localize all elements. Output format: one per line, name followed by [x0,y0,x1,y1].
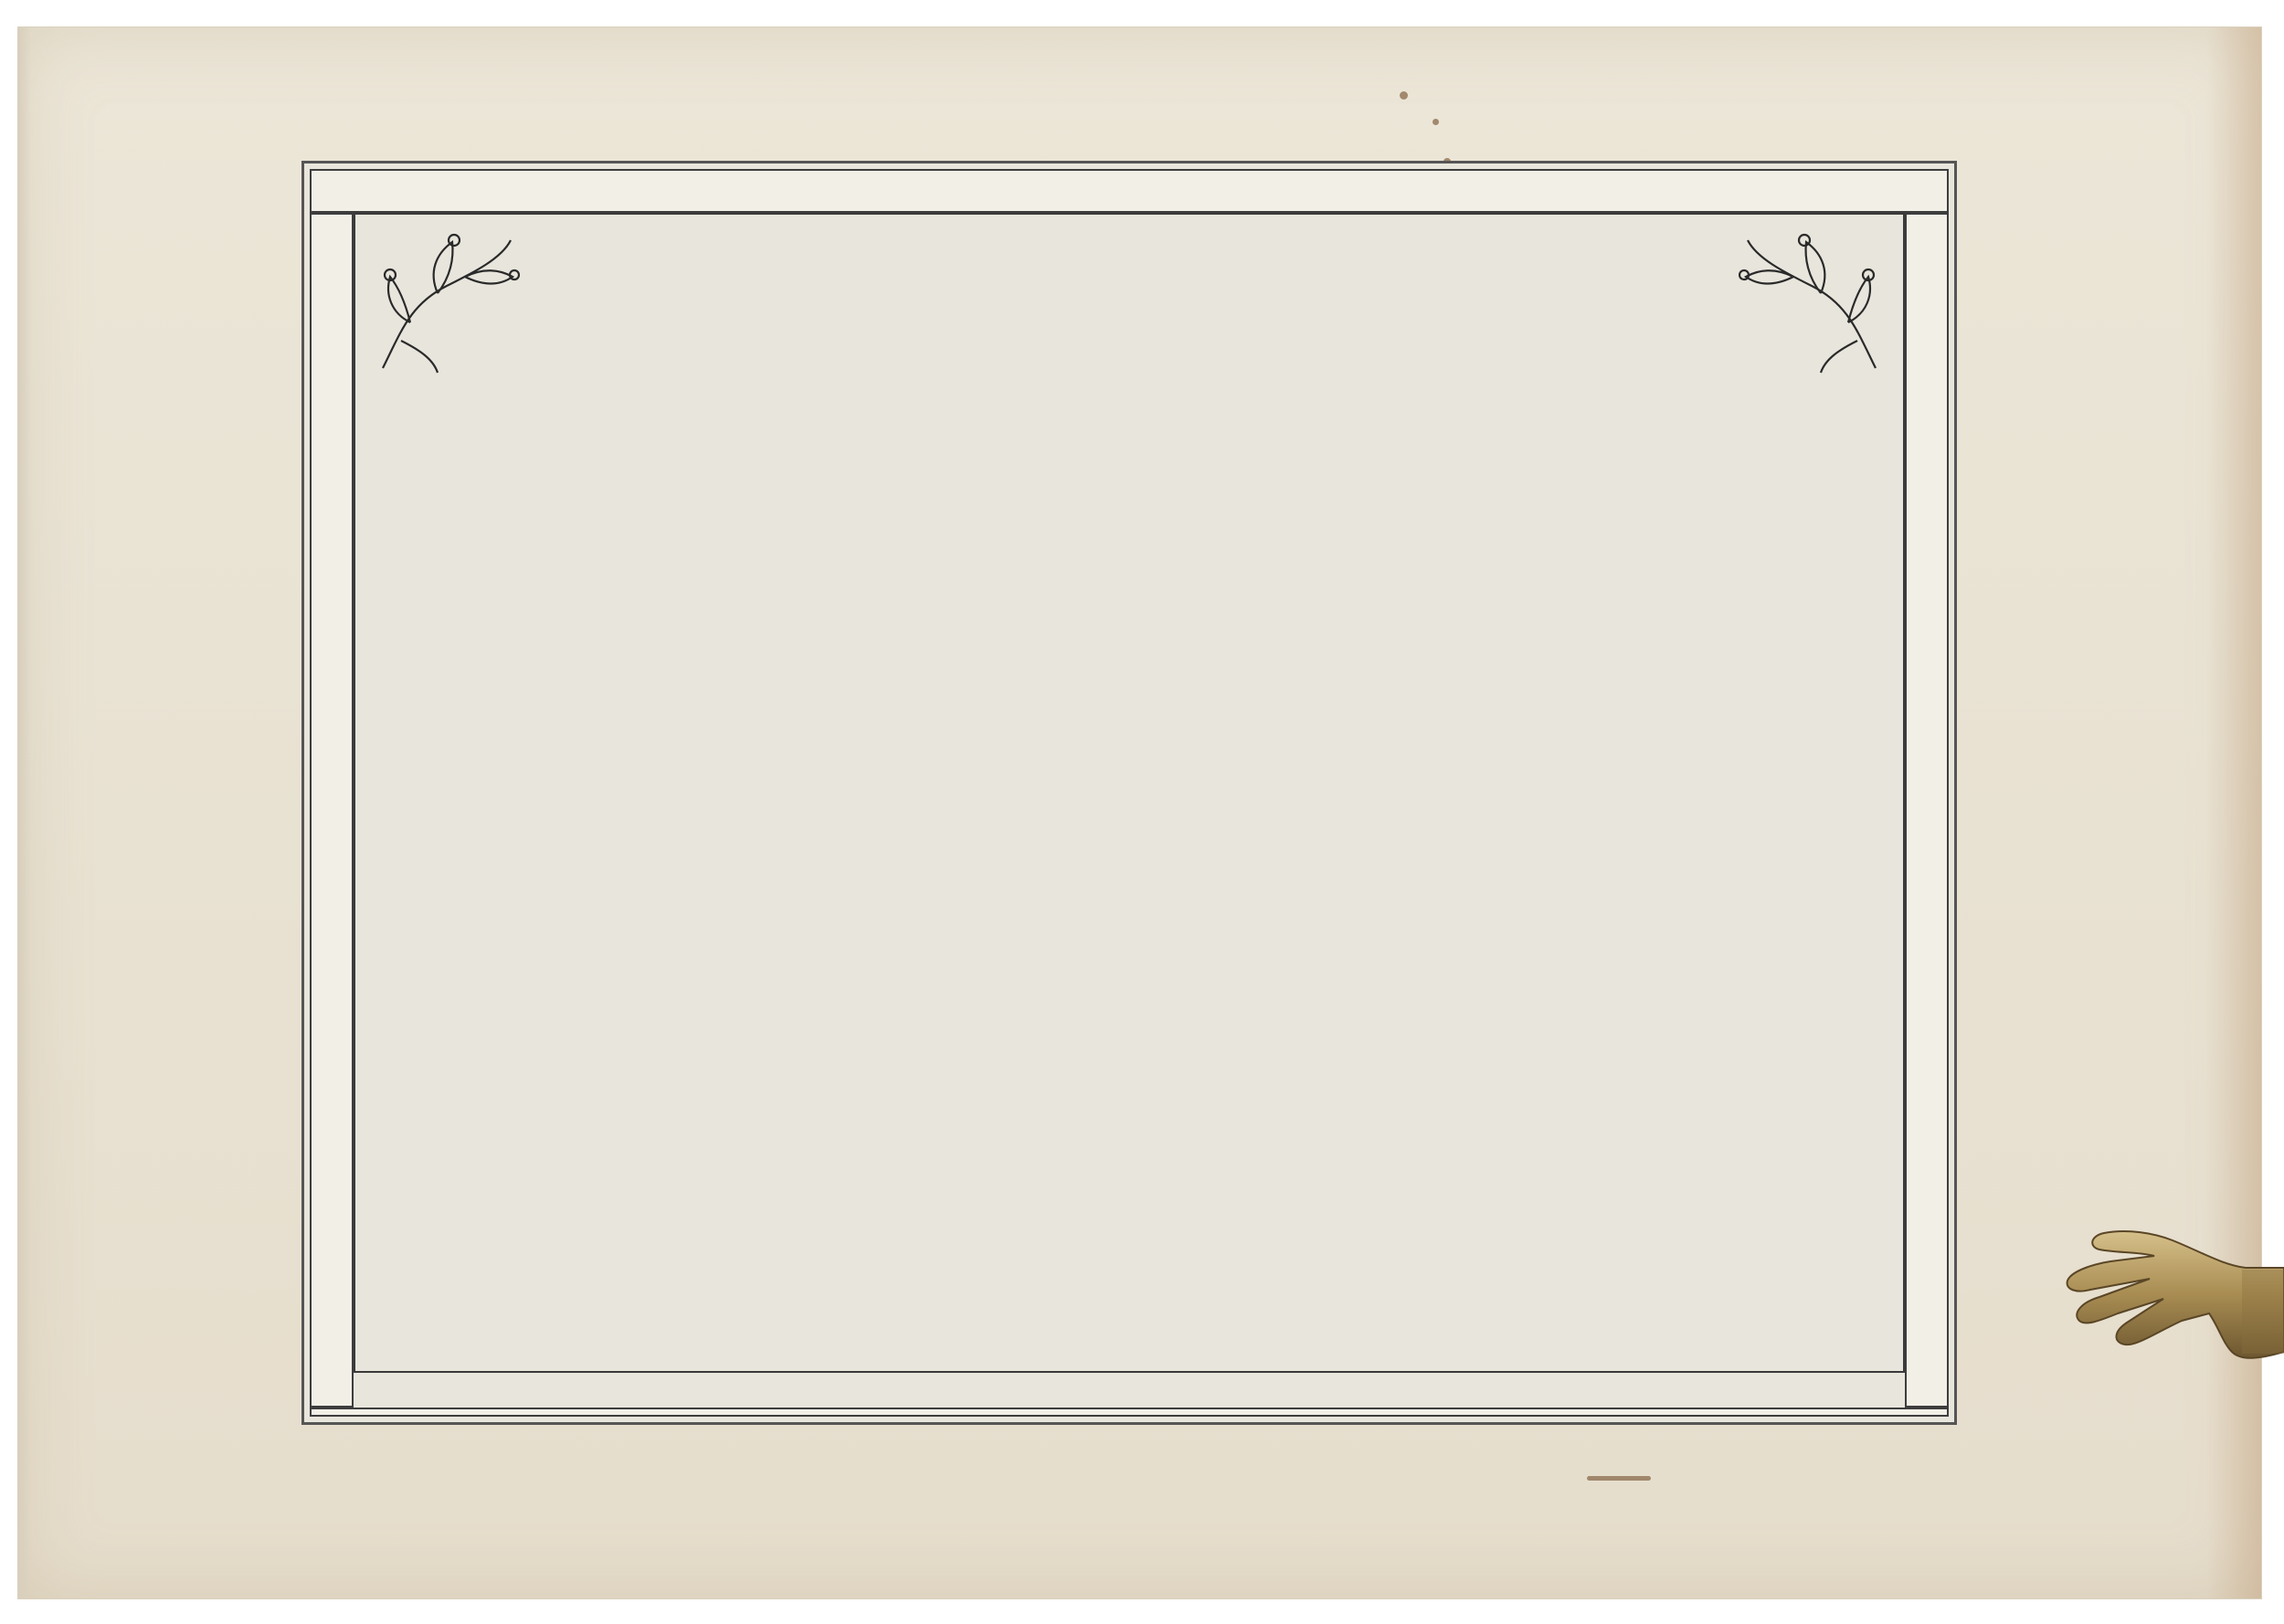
title-text-frame [354,213,1905,1373]
ornamental-border-bottom [310,1408,1949,1417]
page-gutter [18,27,31,1598]
foxing-spot [1400,91,1408,100]
brass-hand-clip [2063,1215,2284,1379]
foxing-spot [1587,1476,1651,1481]
ornamental-border-right [1905,213,1949,1408]
floral-flourish-top-right [1739,222,1894,377]
foxing-spot [1433,119,1439,125]
ornamental-border-left [310,213,354,1408]
ornamental-border-top [310,169,1949,213]
engraved-title-plate [301,161,1957,1425]
floral-flourish-top-left [365,222,520,377]
